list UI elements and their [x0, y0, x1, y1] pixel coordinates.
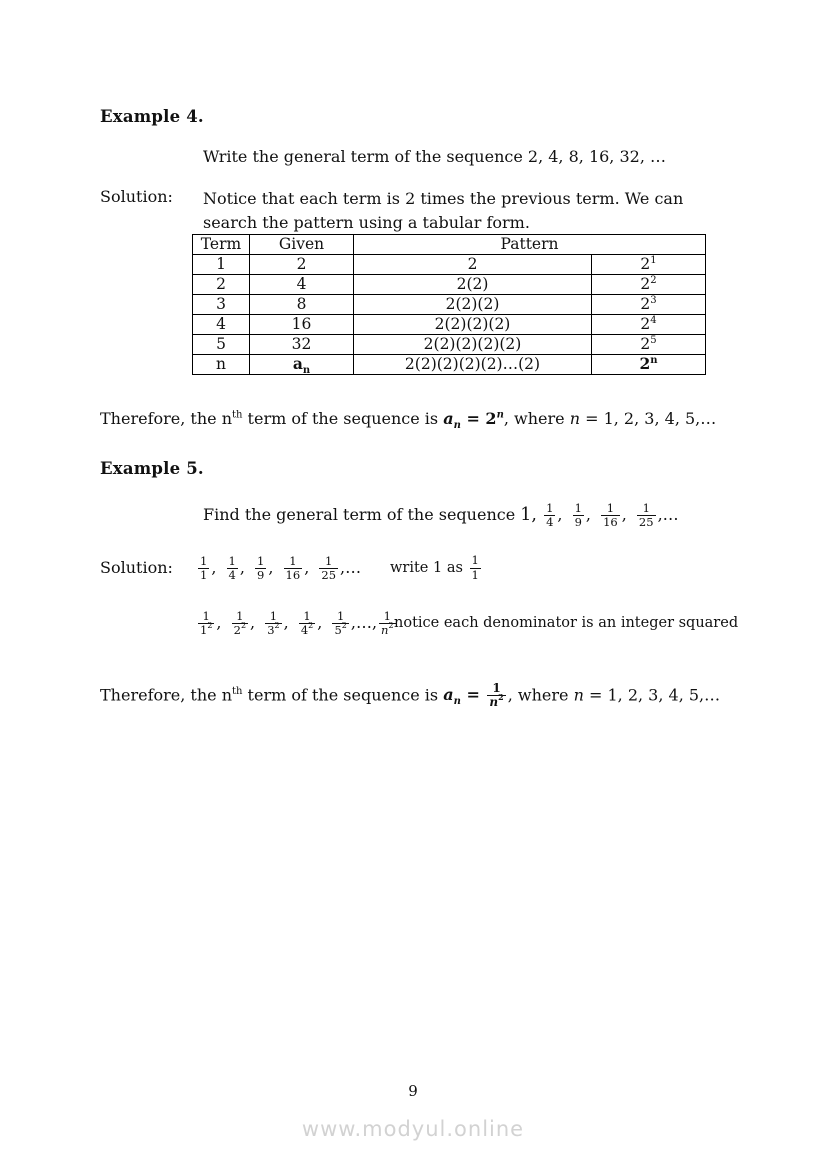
watermark: www.modyul.online [301, 1117, 525, 1141]
example5-row2-fractions: $\frac{1}{1^2}$ , $\frac{1}{2^2}$ , $\frac{1}{3^2}$ , $\frac{1}{4^2}$ , $\frac{1}{5^2}$ ,…, $\frac{1}{n^2}$ [200, 608, 394, 637]
conclusion-values: = 1, 2, 3, 4, 5,… [583, 685, 721, 705]
example5-row1-note [390, 549, 483, 587]
col-header-pattern: Pattern [354, 235, 706, 255]
cell-term: 1 [193, 255, 250, 275]
cell-power: $2^3$ [592, 295, 706, 315]
var-a: a [443, 409, 454, 428]
fraction-general: $\frac{1}{n^2}$ [381, 608, 394, 637]
conclusion-text: , where [503, 409, 570, 428]
conclusion-text: Therefore, the n [100, 409, 232, 428]
fraction: $\frac{1}{2^2}$ [233, 608, 247, 637]
fraction: $\frac{1}{16}$ [285, 553, 301, 582]
fraction-answer: $\frac{1}{n^2}$ [489, 680, 504, 710]
solution-line-2: search the pattern using a tabular form. [203, 213, 530, 232]
cell-pattern: 2(2) [354, 275, 592, 295]
table-row [193, 335, 706, 355]
fraction: $\frac{1}{3^2}$ [267, 608, 280, 637]
col-header-given: Given [250, 235, 354, 255]
cell-power: $2^5$ [592, 335, 706, 355]
ordinal-sup: th [232, 409, 243, 421]
solution-line-1: Notice that each term is 2 times the previous term. We can [203, 189, 684, 208]
table-row [193, 255, 706, 275]
table-row [193, 315, 706, 335]
fraction: $\frac{1}{16}$ [603, 500, 618, 529]
cell-given: 8 [250, 295, 354, 315]
var-n: n [573, 685, 584, 705]
example4-problem: Write the general term of the sequence 2, 4, 8, 16, 32, … [203, 147, 667, 166]
fraction: $\frac{1}{25}$ [638, 500, 654, 529]
fraction: $\frac{1}{9}$ [574, 500, 582, 529]
conclusion-text: , where [507, 685, 574, 705]
conclusion-values: = 1, 2, 3, 4, 5,… [580, 409, 717, 428]
cell-pattern: 2(2)(2) [354, 295, 592, 315]
cell-given-an: $a_n$ [250, 355, 354, 375]
fraction: $\frac{1}{4^2}$ [300, 608, 314, 637]
cell-given: 4 [250, 275, 354, 295]
problem-text: Find the general term of the sequence [203, 505, 521, 524]
fraction: $\frac{1}{1^2}$ [200, 608, 213, 637]
example4-conclusion: Therefore, the $n^{th}$ term of the sequence is $a_n = 2^n$, where n = 1, 2, 3, 4, 5,… [100, 409, 717, 432]
example5-row2-note: notice each denominator is an integer squared [394, 615, 739, 631]
example4-heading: Example 4. [100, 107, 204, 126]
fraction: $\frac{1}{4}$ [546, 500, 554, 529]
example5-conclusion: Therefore, the $n^{th}$ term of the sequence is $a_n$ = $\frac{1}{n^2}$ , where n = 1, 2, 3, 4, 5,… [100, 680, 721, 710]
conclusion-text: term of the sequence is [242, 409, 444, 428]
ordinal-sup: th [232, 686, 243, 697]
fraction: $\frac{1}{1}$ [200, 553, 208, 582]
cell-power: $2^1$ [592, 255, 706, 275]
cell-power: $2^4$ [592, 315, 706, 335]
conclusion-text: Therefore, the n [100, 685, 232, 705]
table-row [193, 295, 706, 315]
table-header-row [193, 235, 706, 255]
cell-term: 4 [193, 315, 250, 335]
cell-given: 32 [250, 335, 354, 355]
cell-pattern: 2(2)(2)(2) [354, 315, 592, 335]
cell-given: 2 [250, 255, 354, 275]
fraction: $\frac{1}{9}$ [257, 553, 265, 582]
example5-heading: Example 5. [100, 459, 204, 478]
var-a: a [443, 685, 454, 705]
note-text: write 1 as [390, 560, 468, 576]
cell-power: $2^2$ [592, 275, 706, 295]
cell-term: 2 [193, 275, 250, 295]
conclusion-text: term of the sequence is [242, 685, 444, 705]
fraction: $\frac{1}{25}$ [321, 553, 337, 582]
cell-given: 16 [250, 315, 354, 335]
cell-term: n [193, 355, 250, 375]
example5-row1-fractions: $\frac{1}{1}$ , $\frac{1}{4}$ , $\frac{1}{9}$ , $\frac{1}{16}$ , $\frac{1}{25}$ ,… [200, 553, 362, 582]
example4-solution-text [203, 187, 703, 235]
pattern-table [192, 234, 706, 375]
cell-pattern: 2(2)(2)(2)(2) [354, 335, 592, 355]
var-n: n [569, 409, 580, 428]
fraction: $\frac{1}{1}$ [471, 553, 479, 582]
fraction: $\frac{1}{5^2}$ [334, 608, 347, 637]
example5-solution-label: Solution: [100, 558, 173, 577]
sequence-first-term: 1, [520, 505, 537, 525]
cell-pattern: 2(2)(2)(2)(2)…(2) [354, 355, 592, 375]
table-row [193, 275, 706, 295]
col-header-term: Term [193, 235, 250, 255]
table-row-general [193, 355, 706, 375]
fraction: $\frac{1}{4}$ [228, 553, 236, 582]
cell-power-general: 2$^n$ [592, 355, 706, 375]
example5-problem: Find the general term of the sequence 1, $\frac{1}{4}$ , $\frac{1}{9}$ , $\frac{1}{16}$ , $\frac{1}{25}$ ,… [203, 500, 679, 529]
cell-pattern: 2 [354, 255, 592, 275]
example4-solution-label: Solution: [100, 187, 173, 206]
cell-term: 3 [193, 295, 250, 315]
page-number: 9 [408, 1082, 418, 1100]
cell-term: 5 [193, 335, 250, 355]
